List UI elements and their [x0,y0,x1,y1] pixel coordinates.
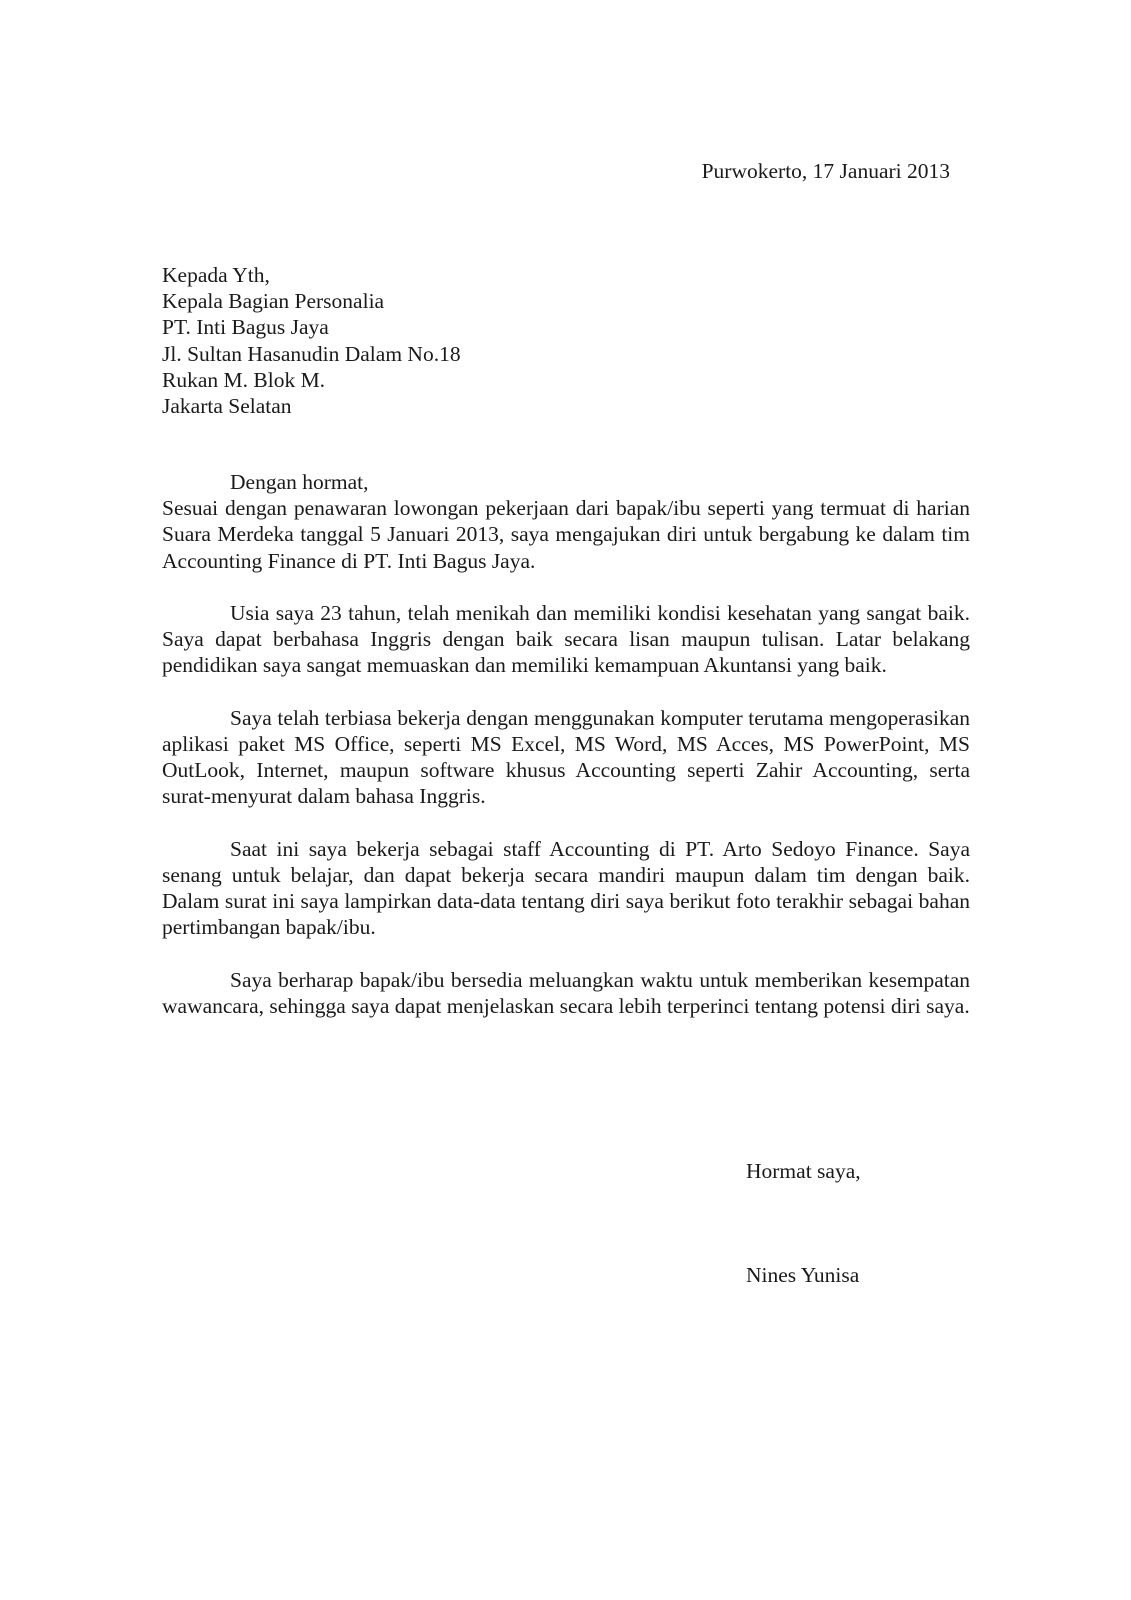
recipient-line: Kepala Bagian Personalia [162,289,385,314]
body-paragraph: Saat ini saya bekerja sebagai staff Accounting di PT. Arto Sedoyo Finance. Saya senang untuk belajar, dan dapat bekerja secara mandiri maupun dalam tim dengan baik. Dalam surat ini saya lampirkan data-data tentang diri saya berikut foto terakhir sebagai bahan pertimbangan bapak/ibu. [162,836,970,940]
signature-name: Nines Yunisa [746,1263,860,1287]
closing-phrase: Hormat saya, [746,1159,861,1183]
body-paragraph: Saya telah terbiasa bekerja dengan menggunakan komputer terutama mengoperasikan aplikasi paket MS Office, seperti MS Excel, MS Word, MS Acces, MS PowerPoint, MS OutLook, Internet, maupun software khusus Accounting seperti Zahir Accounting, serta surat-menyurat dalam bahasa Inggris. [162,705,970,809]
body-paragraph: Saya berharap bapak/ibu bersedia meluangkan waktu untuk memberikan kesempatan wawancara, sehingga saya dapat menjelaskan secara lebih terperinci tentang potensi diri saya. [162,967,970,1018]
letter-date: Purwokerto, 17 Januari 2013 [701,159,950,183]
body-paragraph: Sesuai dengan penawaran lowongan pekerjaan dari bapak/ibu seperti yang termuat di harian Suara Merdeka tanggal 5 Januari 2013, saya mengajukan diri untuk bergabung ke dalam tim Accounting Finance di PT. Inti Bagus Jaya. [162,496,970,573]
recipient-line: Kepada Yth, [162,263,270,287]
recipient-line: PT. Inti Bagus Jaya [162,315,329,340]
recipient-line: Rukan M. Blok M. [162,367,326,392]
body-paragraph: Usia saya 23 tahun, telah menikah dan memiliki kondisi kesehatan yang sangat baik. Saya dapat berbahasa Inggris dengan baik secara lisan maupun tulisan. Latar belakang pendidikan saya sangat memuaskan dan memiliki kemampuan Akuntansi yang baik. [162,601,970,678]
recipient-address [162,262,461,419]
salutation: Dengan hormat, [230,470,369,494]
letter-body [162,469,970,1045]
recipient-line: Jl. Sultan Hasanudin Dalam No.18 [162,341,461,366]
recipient-line: Jakarta Selatan [162,394,292,419]
